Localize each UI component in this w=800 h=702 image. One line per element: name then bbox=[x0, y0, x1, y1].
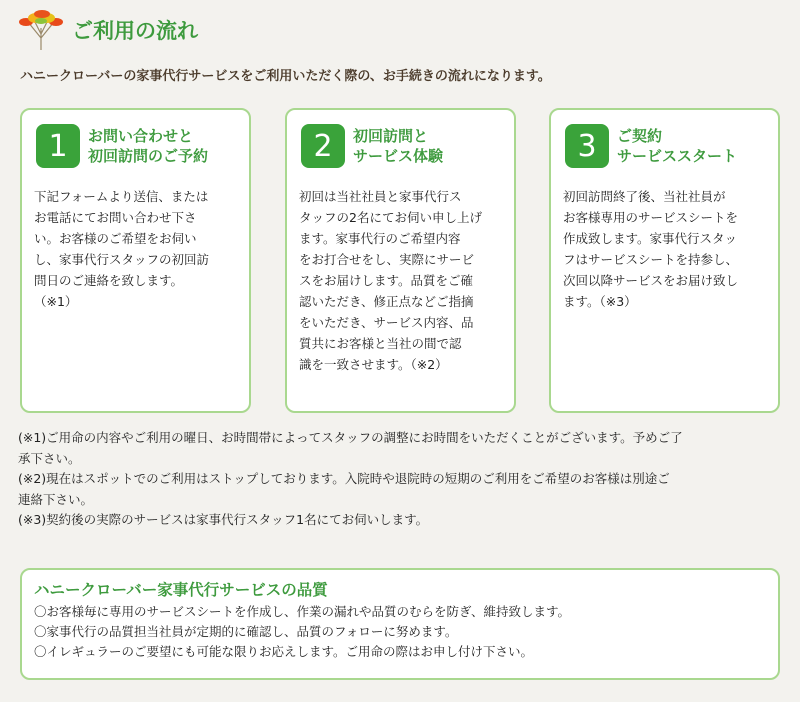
quality-item: 〇お客様毎に専用のサービスシートを作成し、作業の漏れや品質のむらを防ぎ、維持致します。 bbox=[34, 604, 571, 619]
page-header bbox=[16, 8, 198, 52]
step-title: お問い合わせと 初回訪問のご予約 bbox=[88, 127, 209, 165]
step-number: 1 bbox=[36, 124, 80, 168]
quality-item: 〇家事代行の品質担当社員が定期的に確認し、品質のフォローに努めます。 bbox=[34, 624, 458, 639]
intro-text: ハニークローバーの家事代行サービスをご利用いただく際の、お手続きの流れになります。 bbox=[20, 69, 551, 84]
step-card-1 bbox=[20, 108, 251, 413]
footnotes: (※1)ご用命の内容やご利用の曜日、お時間帯によってスタッフの調整にお時間をいただくことがございます。予めご了 承下さい。 (※2)現在はスポットでのご利用はストップしております。入院時や退院時の短期のご利用をご希望のお客様は別途ご 連絡下さい。 (※3)契約後の実際のサービスは家事代行スタッフ1名にてお伺いします。 bbox=[18, 430, 683, 527]
step-card-2 bbox=[285, 108, 516, 413]
quality-box bbox=[20, 568, 780, 680]
step-body: 初回は当社社員と家事代行ス タッフの2名にてお伺い申し上げ ます。家事代行のご希望内容 をお打合せをし、実際にサービ スをお届けします。品質をご確 認いただき、修正点などご指摘 をいただき、サービス内容、品 質共にお客様と当社の間で認 識を一致させます。（※2） bbox=[299, 189, 482, 372]
clover-tree-logo bbox=[16, 8, 66, 52]
step-card-3 bbox=[549, 108, 780, 413]
step-title: ご契約 サービススタート bbox=[617, 127, 738, 165]
step-body: 下記フォームより送信、または お電話にてお問い合わせ下さ い。お客様のご希望をお伺い し、家事代行スタッフの初回訪 問日のご連絡を致します。 （※1） bbox=[34, 189, 210, 309]
page-title: ご利用の流れ bbox=[72, 19, 198, 43]
step-body: 初回訪問終了後、当社社員が お客様専用のサービスシートを 作成致します。家事代行スタッ フはサービスシートを持参し、 次回以降サービスをお届け致し ます。（※3） bbox=[563, 189, 739, 309]
quality-title: ハニークローバー家事代行サービスの品質 bbox=[34, 581, 328, 599]
step-number: 3 bbox=[565, 124, 609, 168]
step-number: 2 bbox=[301, 124, 345, 168]
step-title: 初回訪問と サービス体験 bbox=[353, 127, 444, 165]
quality-item: 〇イレギュラーのご要望にも可能な限りお応えします。ご用命の際はお申し付け下さい。 bbox=[34, 644, 534, 659]
